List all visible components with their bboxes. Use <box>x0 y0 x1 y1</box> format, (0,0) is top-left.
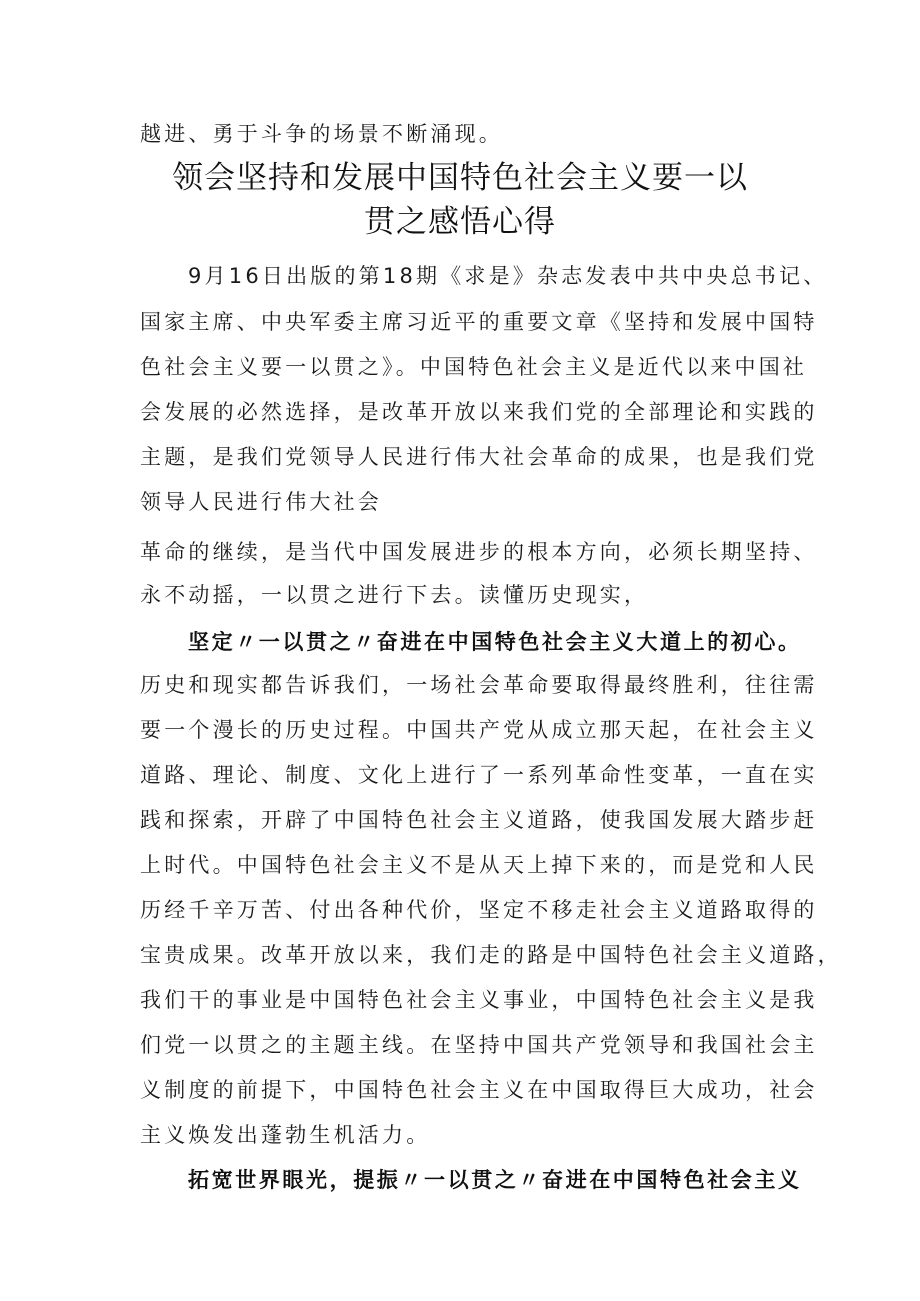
paragraph-3-line-6: 历经千辛万苦、付出各种代价，坚定不移走社会主义道路取得的 <box>140 898 818 922</box>
paragraph-3-line-7: 宝贵成果。改革开放以来，我们走的路是中国特色社会主义道路， <box>140 943 842 967</box>
document-title-line-1: 领会坚持和发展中国特色社会主义要一以 <box>172 160 748 196</box>
paragraph-1-line-3: 色社会主义要一以贯之》。中国特色社会主义是近代以来中国社 <box>140 355 808 379</box>
section-heading-1: 坚定〃一以贯之〃奋进在中国特色社会主义大道上的初心。 <box>188 630 802 654</box>
paragraph-3-line-9: 们党一以贯之的主题主线。在坚持中国共产党领导和我国社会主 <box>140 1033 818 1057</box>
paragraph-1-line-1: 9月16日出版的第18期《求是》杂志发表中共中央总书记、 <box>188 264 828 288</box>
paragraph-3-line-5: 上时代。中国特色社会主义不是从天上掉下来的，而是党和人民 <box>140 853 818 877</box>
paragraph-2-line-1: 革命的继续，是当代中国发展进步的根本方向，必须长期坚持、 <box>140 540 818 564</box>
paragraph-1-line-6: 领导人民进行伟大社会 <box>140 490 382 514</box>
paragraph-2-line-2: 永不动摇，一以贯之进行下去。读懂历史现实， <box>140 583 649 607</box>
paragraph-1-line-5: 主题，是我们党领导人民进行伟大社会革命的成果，也是我们党 <box>140 445 818 469</box>
paragraph-3-line-4: 践和探索，开辟了中国特色社会主义道路，使我国发展大踏步赶 <box>140 808 818 832</box>
document-title-line-2: 贯之感悟心得 <box>364 204 556 240</box>
paragraph-3-line-2: 要一个漫长的历史过程。中国共产党从成立那天起，在社会主义 <box>140 718 818 742</box>
paragraph-3-line-10: 义制度的前提下，中国特色社会主义在中国取得巨大成功，社会 <box>140 1078 818 1102</box>
paragraph-3-line-11: 主义焕发出蓬勃生机活力。 <box>140 1123 431 1147</box>
paragraph-3-line-3: 道路、理论、制度、文化上进行了一系列革命性变革，一直在实 <box>140 763 818 787</box>
section-heading-2: 拓宽世界眼光，提振〃一以贯之〃奋进在中国特色社会主义 <box>188 1168 802 1192</box>
paragraph-3-line-1: 历史和现实都告诉我们，一场社会革命要取得最终胜利，往往需 <box>140 673 818 697</box>
paragraph-1-line-2: 国家主席、中央军委主席习近平的重要文章《坚持和发展中国特 <box>140 310 818 334</box>
paragraph-1-line-4: 会发展的必然选择，是改革开放以来我们党的全部理论和实践的 <box>140 400 818 424</box>
paragraph-3-line-8: 我们干的事业是中国特色社会主义事业，中国特色社会主义是我 <box>140 988 818 1012</box>
lead-line: 越进、勇于斗争的场景不断涌现。 <box>140 122 503 146</box>
